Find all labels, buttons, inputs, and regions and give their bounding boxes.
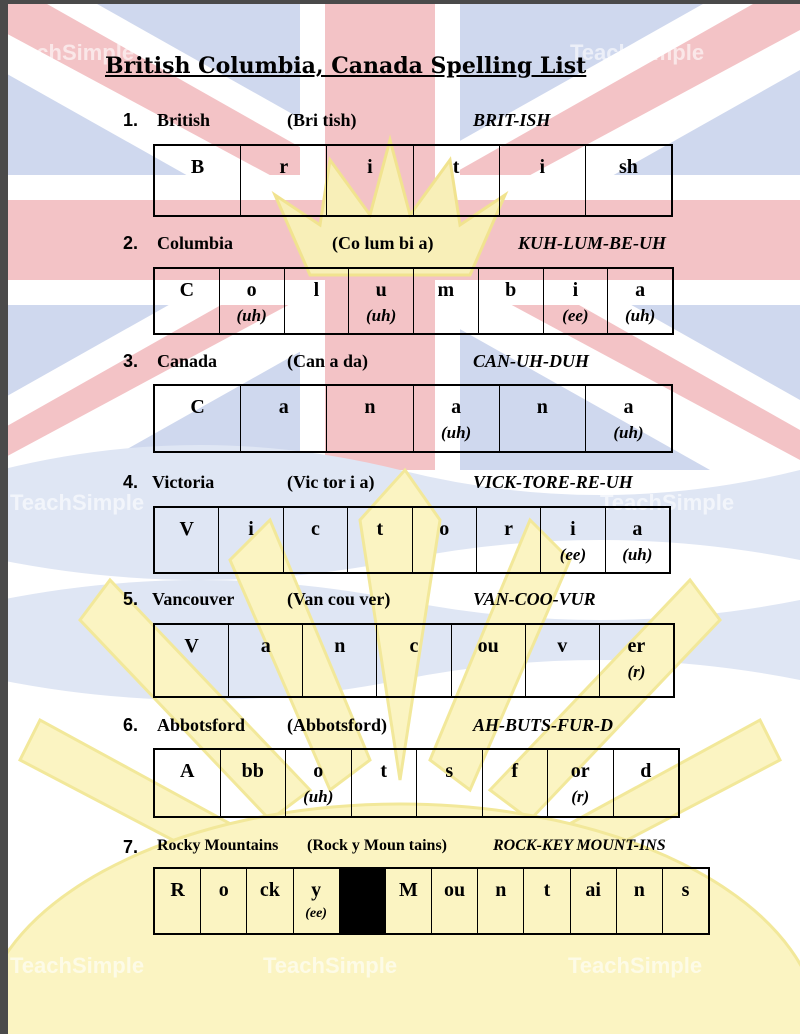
watermark: TeachSimple	[10, 490, 145, 515]
letter-group: a	[635, 279, 646, 301]
letter-group: ou	[477, 635, 499, 657]
word-text: Columbia	[157, 233, 234, 253]
letter-group: i	[570, 518, 576, 540]
letter-group: ai	[585, 879, 601, 901]
letter-box	[347, 508, 411, 572]
letter-box	[155, 508, 218, 572]
letter-box	[246, 869, 292, 933]
letter-group: ck	[259, 879, 280, 901]
sound-hint: (ee)	[562, 306, 589, 325]
syllable-breakdown: (Rock y Moun tains)	[307, 837, 448, 854]
letter-box	[585, 146, 671, 215]
letter-box	[155, 869, 200, 933]
letter-group: i	[367, 156, 373, 178]
letter-group: V	[179, 518, 194, 540]
letter-group: ou	[444, 879, 466, 901]
word-number: 7.	[123, 837, 139, 857]
syllable-breakdown: (Van cou ver)	[287, 589, 391, 609]
letter-group: c	[310, 518, 320, 540]
letter-box	[155, 146, 240, 215]
letter-box	[662, 869, 708, 933]
letter-box	[220, 750, 286, 816]
letter-box	[413, 386, 499, 451]
letter-group: s	[681, 879, 690, 901]
letter-box	[585, 386, 671, 451]
letter-group: r	[279, 156, 289, 178]
watermark: TeachSimple	[10, 953, 145, 978]
letter-group: o	[439, 518, 450, 540]
sound-hint: (r)	[627, 662, 646, 681]
letter-group: or	[570, 760, 590, 782]
letter-box	[482, 750, 548, 816]
letter-box	[540, 508, 604, 572]
letter-group: t	[376, 518, 384, 540]
watermark: TeachSimple	[263, 953, 398, 978]
letter-box	[570, 869, 616, 933]
phonetic-spelling: VAN-COO-VUR	[473, 589, 596, 609]
letter-box	[293, 869, 339, 933]
sound-hint: (r)	[571, 787, 590, 806]
letter-group: a	[260, 635, 271, 657]
letter-group: R	[170, 879, 185, 901]
letter-group: y	[311, 879, 322, 901]
letter-group: n	[364, 396, 376, 418]
letter-group: o	[313, 760, 324, 782]
letter-group: o	[218, 879, 229, 901]
phonetic-spelling: KUH-LUM-BE-UH	[518, 233, 666, 253]
watermark: TeachSimple	[0, 40, 135, 65]
sound-hint: (ee)	[559, 545, 587, 564]
letter-box	[284, 269, 349, 333]
letter-box	[326, 146, 412, 215]
syllable-breakdown: (Can a da)	[287, 351, 369, 371]
letter-box-grid	[153, 267, 674, 335]
letter-group: f	[511, 760, 519, 782]
letter-group: u	[375, 279, 387, 301]
syllable-breakdown: (Co lum bi a)	[332, 233, 434, 253]
page-title: British Columbia, Canada Spelling List	[105, 53, 587, 79]
sound-hint: (ee)	[305, 906, 327, 921]
word-text: British	[157, 110, 211, 130]
letter-box	[613, 750, 679, 816]
watermark: TeachSimple	[568, 953, 703, 978]
word-number: 6.	[123, 715, 139, 735]
letter-group: d	[640, 760, 652, 782]
letter-group: a	[451, 396, 462, 418]
letter-group: t	[452, 156, 460, 178]
letter-box	[240, 146, 326, 215]
letter-box	[351, 750, 417, 816]
word-number: 2.	[123, 233, 139, 253]
letter-group: bb	[241, 760, 264, 782]
word-number: 3.	[123, 351, 139, 371]
letter-box	[605, 508, 669, 572]
letter-box	[200, 869, 246, 933]
watermark: TeachSimple	[570, 40, 705, 65]
phonetic-spelling: VICK-TORE-RE-UH	[473, 472, 633, 492]
letter-group: a	[632, 518, 643, 540]
word-number: 1.	[123, 110, 139, 130]
letter-group: a	[278, 396, 289, 418]
phonetic-spelling: AH-BUTS-FUR-D	[473, 715, 614, 735]
letter-box	[412, 508, 476, 572]
letter-box	[525, 625, 599, 696]
letter-box	[499, 386, 585, 451]
letter-group: C	[190, 396, 205, 418]
letter-box	[607, 269, 672, 333]
word-number: 5.	[123, 589, 139, 609]
letter-group: n	[495, 879, 507, 901]
letter-box	[376, 625, 450, 696]
letter-box	[155, 386, 240, 451]
sound-hint: (uh)	[622, 545, 653, 564]
letter-group: a	[623, 396, 634, 418]
letter-box	[431, 869, 477, 933]
phonetic-spelling: CAN-UH-DUH	[473, 351, 589, 371]
letter-group: c	[409, 635, 419, 657]
letter-box	[599, 625, 673, 696]
letter-box-grid	[153, 506, 671, 574]
letter-group: V	[184, 635, 199, 657]
watermark: TeachSimple	[600, 490, 735, 515]
letter-box	[302, 625, 376, 696]
letter-group: b	[505, 279, 517, 301]
letter-box	[478, 269, 543, 333]
syllable-breakdown: (Bri tish)	[287, 110, 357, 130]
letter-box	[219, 269, 284, 333]
letter-box	[326, 386, 412, 451]
letter-box-grid	[153, 623, 675, 698]
letter-group: M	[399, 879, 418, 901]
sound-hint: (uh)	[613, 423, 644, 442]
word-text: Vancouver	[152, 589, 235, 609]
letter-box	[476, 508, 540, 572]
letter-box-grid	[153, 144, 673, 217]
sound-hint: (uh)	[236, 306, 267, 325]
letter-box	[451, 625, 525, 696]
word-text: Canada	[157, 351, 218, 371]
letter-box	[228, 625, 302, 696]
letter-box	[416, 750, 482, 816]
letter-box	[348, 269, 413, 333]
phonetic-spelling: ROCK-KEY MOUNT-INS	[493, 837, 666, 854]
letter-box	[385, 869, 431, 933]
sound-hint: (uh)	[303, 787, 334, 806]
letter-box-grid	[153, 384, 673, 453]
syllable-breakdown: (Abbotsford)	[287, 715, 388, 735]
letter-group: r	[504, 518, 513, 540]
word-text: Abbotsford	[157, 715, 246, 735]
letter-group: i	[248, 518, 254, 540]
letter-group: n	[633, 879, 645, 901]
letter-box	[240, 386, 326, 451]
letter-group: m	[437, 279, 455, 301]
letter-group: o	[246, 279, 257, 301]
letter-group: i	[539, 156, 546, 178]
letter-box	[285, 750, 351, 816]
word-text: Victoria	[152, 472, 215, 492]
letter-box	[523, 869, 569, 933]
letter-group: C	[179, 279, 195, 301]
letter-box	[543, 269, 608, 333]
letter-box-grid	[153, 748, 680, 818]
letter-group: n	[536, 396, 548, 418]
letter-group: s	[445, 760, 454, 782]
letter-box	[547, 750, 613, 816]
letter-group: l	[313, 279, 320, 301]
letter-group: i	[572, 279, 579, 301]
letter-group: er	[627, 635, 646, 657]
letter-box	[616, 869, 662, 933]
letter-group: v	[557, 635, 568, 657]
letter-box	[413, 146, 499, 215]
letter-box	[218, 508, 282, 572]
letter-box	[155, 269, 219, 333]
letter-box-grid	[153, 867, 710, 935]
letter-group: t	[543, 879, 551, 901]
syllable-breakdown: (Vic tor i a)	[287, 472, 375, 492]
letter-box	[155, 625, 228, 696]
word-gap-box	[339, 869, 385, 933]
word-text: Rocky Mountains	[157, 837, 279, 854]
letter-box	[499, 146, 585, 215]
sound-hint: (uh)	[625, 306, 656, 325]
letter-group: B	[190, 156, 205, 178]
letter-group: t	[380, 760, 388, 782]
phonetic-spelling: BRIT-ISH	[473, 110, 551, 130]
letter-box	[413, 269, 478, 333]
letter-box	[155, 750, 220, 816]
word-number: 4.	[123, 472, 139, 492]
letter-box	[283, 508, 347, 572]
sound-hint: (uh)	[440, 423, 472, 442]
letter-group: sh	[618, 156, 638, 178]
letter-group: n	[334, 635, 346, 657]
sound-hint: (uh)	[366, 306, 397, 325]
letter-group: A	[180, 760, 195, 782]
letter-box	[477, 869, 523, 933]
